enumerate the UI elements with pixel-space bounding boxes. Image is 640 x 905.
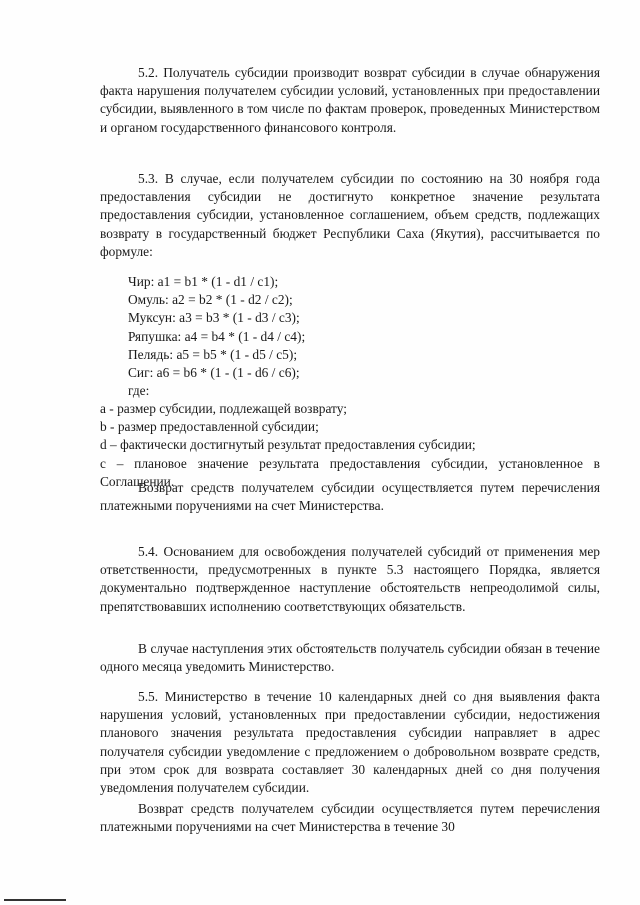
footer-rule xyxy=(4,899,66,901)
section-5-2-paragraph: 5.2. Получатель субсидии производит возврат субсидии в случае обнаружения факта нарушения получателем субсидии условий, установленных при предоставлении субсидии, выявленного в том числе по фактам проверок, проведенных Министерством и органом государственного финансового контроля. xyxy=(100,65,600,135)
section-5-3-paragraph: 5.3. В случае, если получателем субсидии по состоянию на 30 ноября года предоставления субсидии не достигнуто конкретное значение результата предоставления субсидии, установленное соглашением, объем средств, подлежащих возврату в государственный бюджет Республики Саха (Якутия), рассчитывается по формуле: xyxy=(100,171,600,259)
definition-b: b - размер предоставленной субсидии; xyxy=(100,419,319,435)
definition-c: c – плановое значение результата предоставления субсидии, установленное в Соглашении. xyxy=(100,455,600,489)
formula-chir: Чир: a1 = b1 * (1 - d1 / c1); xyxy=(128,274,279,289)
formula-list xyxy=(128,273,598,400)
formula-ryapushka: Ряпушка: a4 = b4 * (1 - d4 / c4); xyxy=(128,328,306,344)
formula-muksun: Муксун: a3 = b3 * (1 - d3 / c3); xyxy=(128,310,300,326)
definition-d: d – фактически достигнутый результат предоставления субсидии; xyxy=(100,437,476,453)
formula-sig: Сиг: a6 = b6 * (1 - (1 - d6 / c6); xyxy=(128,365,300,381)
definitions-list xyxy=(100,400,600,491)
formula-pelyad: Пелядь: a5 = b5 * (1 - d5 / c5); xyxy=(128,346,298,362)
section-5-5-paragraph: 5.5. Министерство в течение 10 календарных дней со дня выявления факта нарушения условий, установленных при предоставлении субсидии, недостижения планового значения результата предоставления субсидии направляет в адрес получателя субсидии уведомление с предложением о добровольном возврате средств, при этом срок для возврата составляет 30 календарных дней со дня получения уведомления получателем субсидии. xyxy=(100,689,600,796)
formula-omul: Омуль: a2 = b2 * (1 - d2 / c2); xyxy=(128,292,293,308)
formula-where-label: где: xyxy=(128,383,150,399)
return-paragraph-2: Возврат средств получателем субсидии осуществляется путем перечисления платежными поручениями на счет Министерства в течение 30 xyxy=(100,801,600,835)
return-paragraph-1: Возврат средств получателем субсидии осуществляется путем перечисления платежными поручениями на счет Министерства. xyxy=(100,480,600,514)
definition-a: a - размер субсидии, подлежащей возврату; xyxy=(100,401,347,416)
force-majeure-paragraph: В случае наступления этих обстоятельств получатель субсидии обязан в течение одного месяца уведомить Министерство. xyxy=(100,641,600,675)
section-5-4-paragraph: 5.4. Основанием для освобождения получателей субсидий от применения мер ответственности, предусмотренных в пункте 5.3 настоящего Порядка, является документально подтвержденное наступление обстоятельств непреодолимой силы, препятствовавших исполнению соответствующих обязательств. xyxy=(100,544,600,614)
